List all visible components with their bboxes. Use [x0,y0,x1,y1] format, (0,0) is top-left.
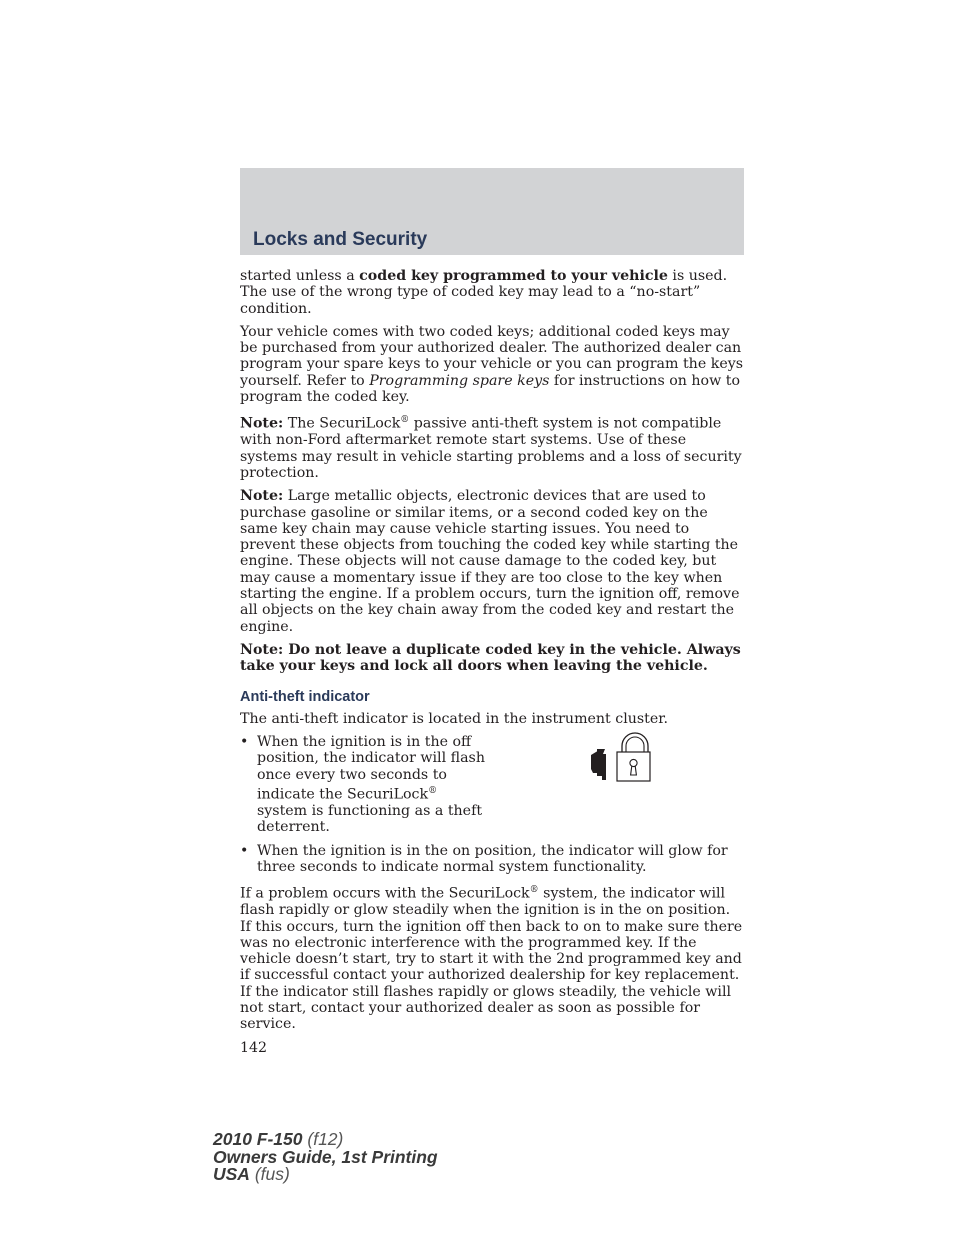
footer-line-market: USA (fus) [213,1164,290,1184]
list-item: • When the ignition is in the off position, the indicator will flash once every two seconds to indicate the SecuriLock® system is functioning as a theft deterrent. [240,734,744,836]
bullet-glyph: • [240,734,249,751]
footer-line-printing: Owners Guide, 1st Printing [213,1146,438,1167]
note-duplicate-key: Note: Do not leave a duplicate coded key in the vehicle. Always take your keys and lock all doors when leaving the vehicle. [240,641,741,675]
bullet-glyph: • [240,842,249,859]
document-footer [213,1131,438,1184]
list-item: • When the ignition is in the on position, the indicator will glow for three seconds to indicate normal system functionality. [240,842,728,875]
page-number: 142 [240,1039,268,1056]
section-title: Locks and Security [253,229,428,250]
section-header-band [240,168,744,255]
paragraph-indicator-location: The anti-theft indicator is located in the instrument cluster. [240,710,668,727]
paragraph-troubleshooting: If a problem occurs with the SecuriLock® system, the indicator will flash rapidly or glow steadily when the ignition is in the on position. If this occurs, turn the ignition off then back to on to make sure there was no electronic interference with the programmed key. If the vehicle doesn’t start, try to start it with the 2nd programmed key and if successful contact your authorized dealership for key replacement. If the indicator still flashes rapidly or glows steadily, the vehicle will not start, contact your authorized dealer as soon as possible for service. [240,885,743,1033]
note-remote-start: Note: The SecuriLock® passive anti-theft system is not compatible with non-Ford aftermarket remote start systems. Use of these systems may result in vehicle starting problems and a loss of security protection. [240,415,742,481]
note-metallic-objects: Note: Large metallic objects, electronic devices that are used to purchase gasoline or similar items, or a second coded key on the same key chain may cause vehicle starting issues. You need to prevent these objects from touching the coded key while starting the engine. These objects will not cause damage to the coded key, but may cause a momentary issue if they are too close to the key when starting the engine. If a problem occurs, turn the ignition off, remove all objects on the key chain away from the coded key and restart the engine. [240,488,740,635]
paragraph-coded-key: started unless a coded key programmed to your vehicle is used. The use of the wrong type of coded key may lead to a “no-start” condition. [240,268,728,317]
paragraph-spare-keys: Your vehicle comes with two coded keys; additional coded keys may be purchased from your authorized dealer. The authorized dealer can program your spare keys to your vehicle or you can program the keys yourself. Refer to Programming spare keys for instructions on how to program the coded key. [240,323,744,406]
page-content [240,268,744,1056]
subheading-anti-theft-indicator: Anti-theft indicator [240,688,370,705]
cross-reference: Programming spare keys [369,372,550,389]
footer-line-model: 2010 F-150 (f12) [213,1129,344,1149]
indicator-bullet-list [240,734,744,875]
anti-theft-indicator-icon [589,732,651,836]
